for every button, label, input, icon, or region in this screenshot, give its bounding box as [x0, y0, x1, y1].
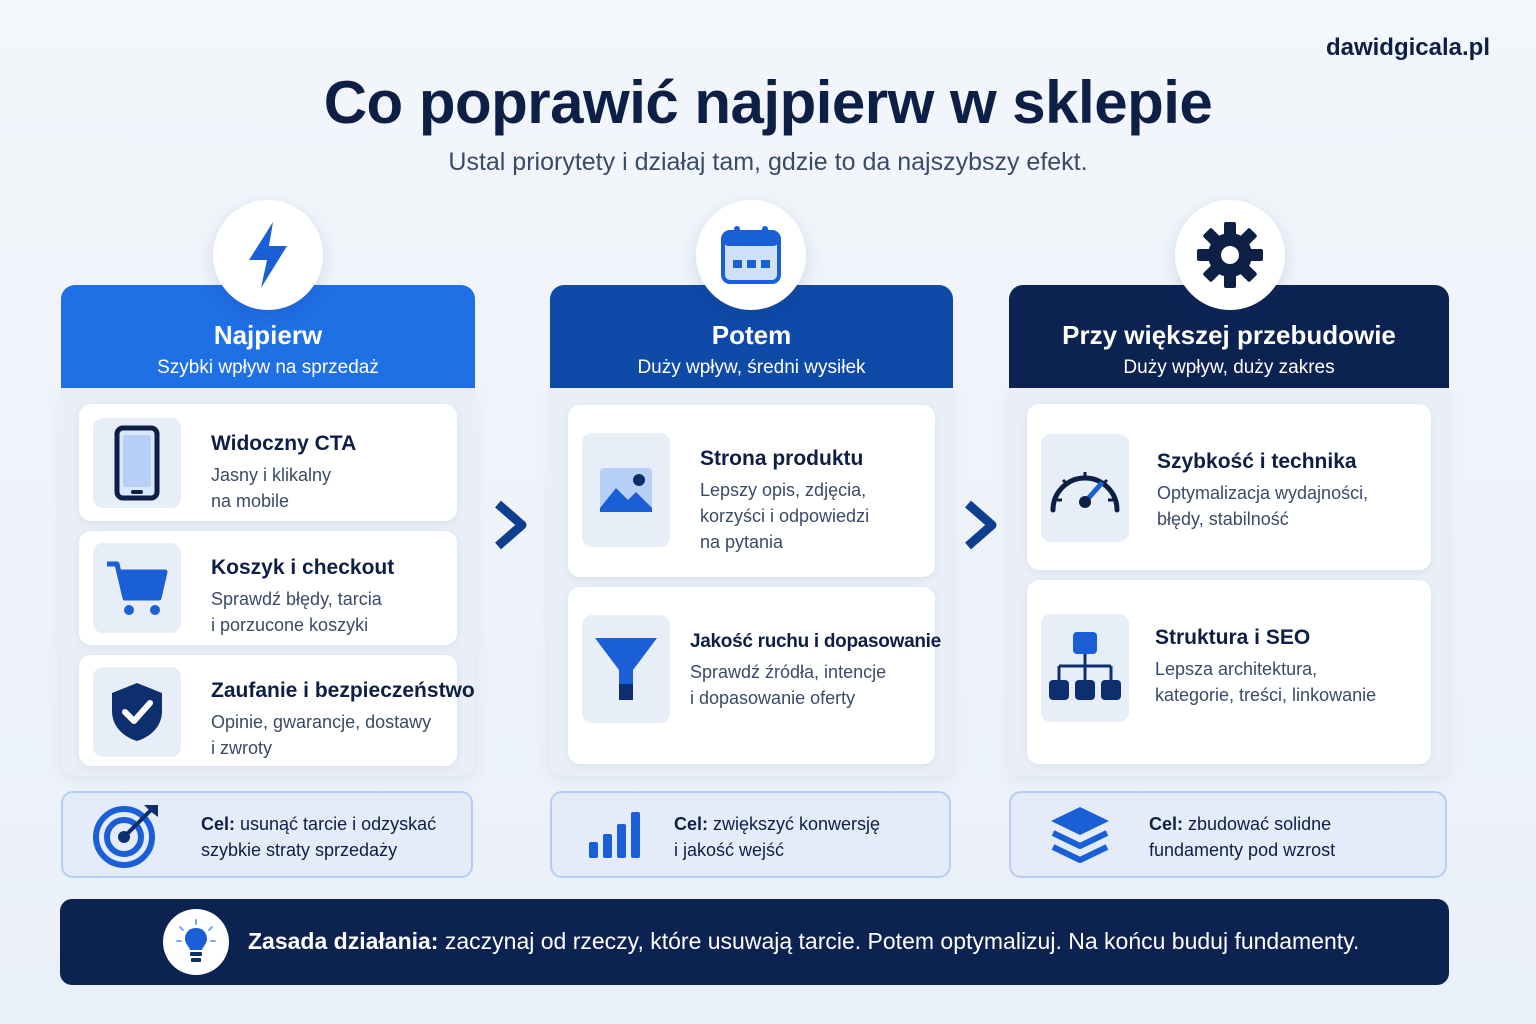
card-description: Lepszy opis, zdjęcia, korzyści i odpowiedzi na pytania	[700, 480, 870, 552]
card-traffic-quality	[568, 587, 941, 764]
goal-box-first	[61, 791, 473, 878]
card-cart-checkout	[79, 531, 457, 645]
card-title: Koszyk i checkout	[211, 556, 395, 579]
bar-chart-icon	[580, 803, 650, 867]
card-description: Sprawdź błędy, tarcia i porzucone koszyki	[211, 589, 382, 635]
goal-text: usunąć tarcie i odzyskać szybkie straty sprzedaży	[201, 814, 437, 860]
page-subtitle: Ustal priorytety i działaj tam, gdzie to da najszybszy efekt.	[448, 148, 1088, 176]
goal-text: zbudować solidne fundamenty pod wzrost	[1149, 814, 1336, 860]
shopping-cart-icon	[93, 543, 181, 633]
column-subheading: Duży wpływ, średni wysiłek	[637, 357, 866, 378]
image-icon	[582, 433, 670, 547]
chevron-right-icon	[962, 500, 1000, 555]
layers-icon	[1045, 803, 1115, 867]
goal-text: zwiększyć konwersję i jakość wejść	[674, 814, 881, 860]
card-visible-cta	[79, 404, 457, 521]
sitemap-icon	[1041, 614, 1129, 722]
card-title: Jakość ruchu i dopasowanie	[690, 631, 941, 652]
card-description: Optymalizacja wydajności, błędy, stabilność	[1157, 483, 1369, 529]
card-trust-security	[79, 655, 475, 766]
column-third	[1009, 200, 1449, 780]
column-body	[1009, 388, 1449, 776]
column-subheading: Szybki wpływ na sprzedaż	[157, 357, 379, 378]
card-title: Strona produktu	[700, 447, 864, 470]
column-subheading: Duży wpływ, duży zakres	[1123, 357, 1335, 378]
column-body	[550, 388, 953, 776]
column-heading: Potem	[711, 320, 792, 350]
lightning-icon	[213, 200, 323, 310]
column-first	[61, 200, 475, 780]
column-second	[550, 200, 953, 780]
shield-check-icon	[93, 667, 181, 757]
goal-box-second	[550, 791, 951, 878]
gear-icon	[1175, 200, 1285, 310]
card-title: Struktura i SEO	[1155, 626, 1311, 649]
calendar-icon	[696, 200, 806, 310]
lightbulb-icon	[163, 909, 229, 975]
column-heading: Przy większej przebudowie	[1062, 320, 1396, 350]
card-description: Sprawdź źródła, intencje i dopasowanie oferty	[690, 662, 887, 708]
funnel-icon	[582, 615, 670, 723]
principle-label: Zasada działania:	[248, 928, 439, 954]
goal-label: Cel:	[674, 814, 709, 834]
card-title: Zaufanie i bezpieczeństwo	[211, 679, 475, 702]
chevron-right-icon	[492, 500, 530, 555]
card-title: Widoczny CTA	[211, 432, 357, 455]
goal-label: Cel:	[1149, 814, 1184, 834]
card-description: Opinie, gwarancje, dostawy i zwroty	[211, 712, 432, 758]
smartphone-icon	[93, 418, 181, 508]
goal-box-third	[1009, 791, 1447, 878]
column-body	[61, 388, 475, 776]
card-description: Jasny i klikalny na mobile	[211, 465, 332, 511]
column-heading: Najpierw	[213, 320, 323, 350]
goal-label: Cel:	[201, 814, 236, 834]
principle-text: zaczynaj od rzeczy, które usuwają tarcie. Potem optymalizuj. Na końcu buduj fundamenty.	[438, 928, 1360, 954]
card-title: Szybkość i technika	[1157, 450, 1357, 473]
page-title: Co poprawić najpierw w sklepie	[323, 69, 1213, 136]
principle-banner	[60, 899, 1449, 985]
brand-logo: dawidgicala.pl	[1325, 34, 1490, 61]
card-structure-seo	[1027, 580, 1431, 764]
target-icon	[91, 803, 161, 867]
speedometer-icon	[1041, 434, 1129, 542]
card-speed-tech	[1027, 404, 1431, 570]
card-description: Lepsza architektura, kategorie, treści, linkowanie	[1155, 659, 1377, 705]
card-product-page	[568, 405, 935, 577]
